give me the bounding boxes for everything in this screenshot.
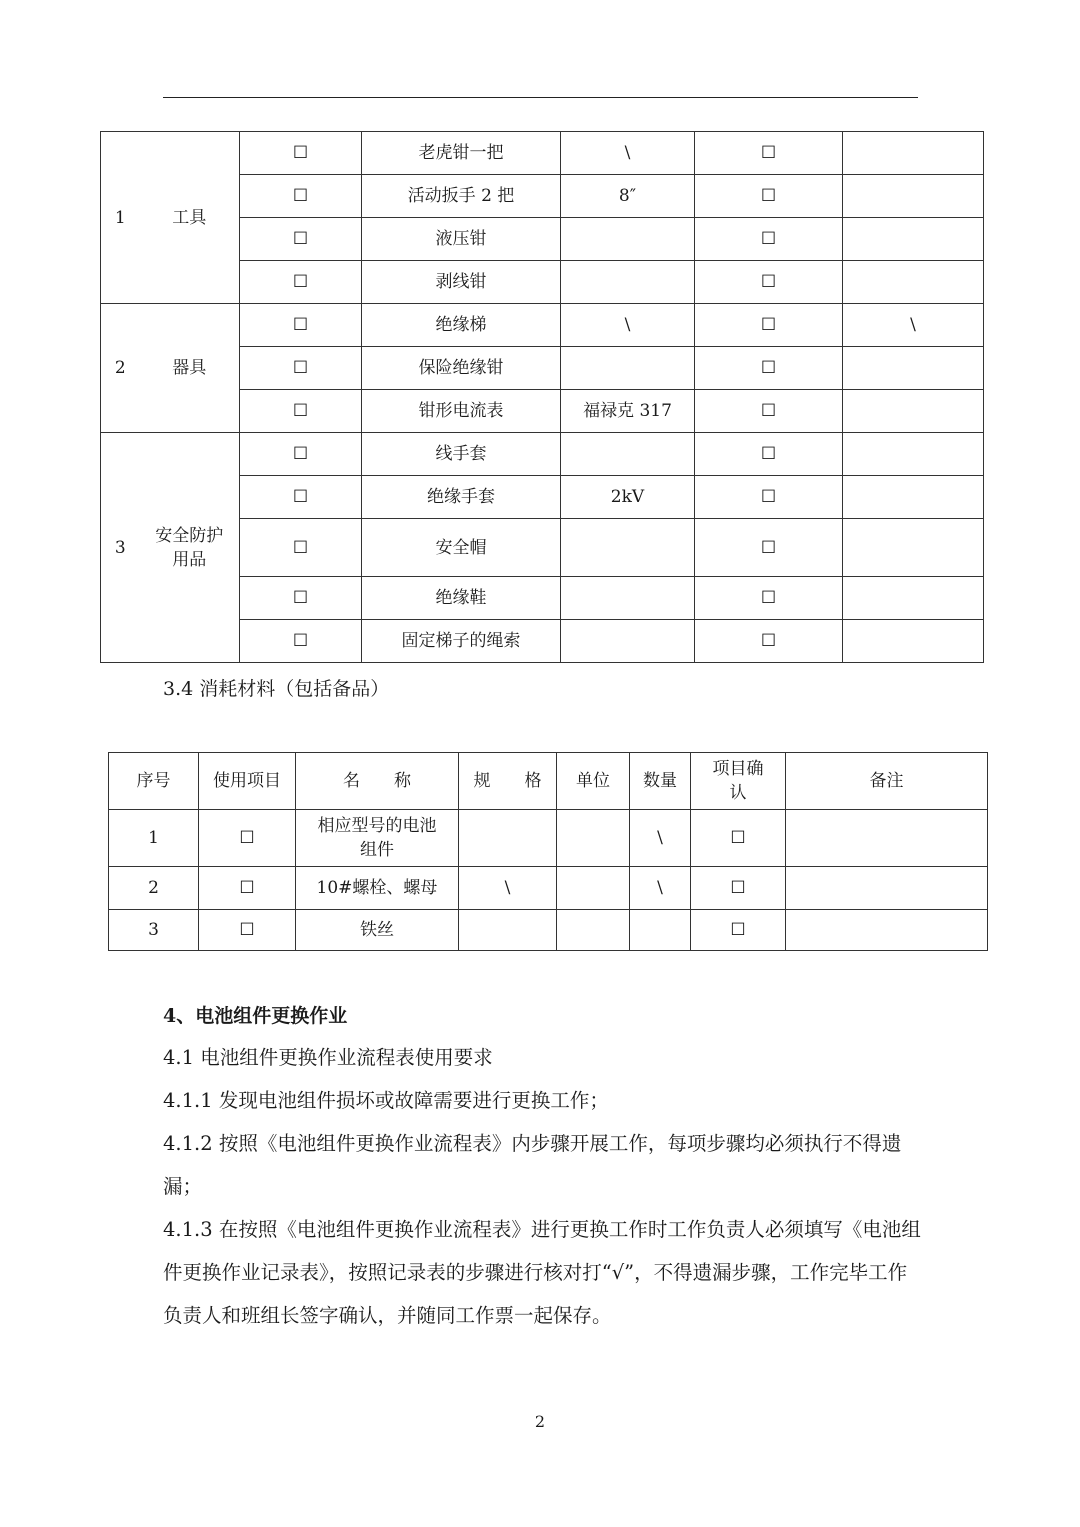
tools-table bbox=[100, 131, 984, 663]
group-name: 器具 bbox=[140, 304, 240, 433]
item-note: \ bbox=[843, 304, 984, 347]
confirm-checkbox[interactable]: ☐ bbox=[695, 175, 843, 218]
use-checkbox[interactable]: ☐ bbox=[240, 577, 362, 620]
item-spec: 8″ bbox=[561, 175, 695, 218]
group-no: 2 bbox=[101, 304, 140, 433]
row-no: 1 bbox=[109, 810, 199, 867]
material-unit bbox=[557, 867, 630, 910]
use-checkbox[interactable]: ☐ bbox=[240, 347, 362, 390]
confirm-checkbox[interactable]: ☐ bbox=[695, 347, 843, 390]
confirm-checkbox[interactable]: ☐ bbox=[695, 304, 843, 347]
use-checkbox[interactable]: ☐ bbox=[240, 304, 362, 347]
header-use: 使用项目 bbox=[199, 753, 296, 810]
use-checkbox[interactable]: ☐ bbox=[240, 218, 362, 261]
row-no: 3 bbox=[109, 910, 199, 951]
use-checkbox[interactable]: ☐ bbox=[240, 261, 362, 304]
section-4-heading: 4、电池组件更换作业 bbox=[163, 1005, 348, 1027]
use-checkbox[interactable]: ☐ bbox=[240, 433, 362, 476]
item-note bbox=[843, 347, 984, 390]
use-checkbox[interactable]: ☐ bbox=[199, 867, 296, 910]
confirm-checkbox[interactable]: ☐ bbox=[695, 218, 843, 261]
item-name: 活动扳手 2 把 bbox=[362, 175, 561, 218]
item-spec bbox=[561, 433, 695, 476]
material-unit bbox=[557, 810, 630, 867]
confirm-checkbox[interactable]: ☐ bbox=[695, 132, 843, 175]
header-qty: 数量 bbox=[630, 753, 691, 810]
table-header-row bbox=[109, 753, 988, 810]
item-spec: \ bbox=[561, 304, 695, 347]
use-checkbox[interactable]: ☐ bbox=[240, 175, 362, 218]
material-spec bbox=[459, 910, 557, 951]
header-unit: 单位 bbox=[557, 753, 630, 810]
table-row bbox=[109, 810, 988, 867]
item-note bbox=[843, 433, 984, 476]
item-name: 老虎钳一把 bbox=[362, 132, 561, 175]
use-checkbox[interactable]: ☐ bbox=[240, 620, 362, 663]
item-name: 绝缘梯 bbox=[362, 304, 561, 347]
item-note bbox=[843, 390, 984, 433]
use-checkbox[interactable]: ☐ bbox=[240, 132, 362, 175]
item-spec bbox=[561, 519, 695, 577]
confirm-checkbox[interactable]: ☐ bbox=[695, 433, 843, 476]
item-spec: 2kV bbox=[561, 476, 695, 519]
item-note bbox=[843, 132, 984, 175]
use-checkbox[interactable]: ☐ bbox=[199, 910, 296, 951]
confirm-checkbox[interactable]: ☐ bbox=[691, 867, 786, 910]
header-rule bbox=[163, 97, 918, 98]
item-note bbox=[843, 261, 984, 304]
item-spec bbox=[561, 261, 695, 304]
item-name: 钳形电流表 bbox=[362, 390, 561, 433]
confirm-checkbox[interactable]: ☐ bbox=[691, 810, 786, 867]
item-note bbox=[843, 218, 984, 261]
section-3-4-title: 3.4 消耗材料（包括备品） bbox=[163, 678, 390, 700]
use-checkbox[interactable]: ☐ bbox=[199, 810, 296, 867]
table-row bbox=[101, 132, 984, 175]
confirm-checkbox[interactable]: ☐ bbox=[695, 519, 843, 577]
group-name: 工具 bbox=[140, 132, 240, 304]
material-spec bbox=[459, 810, 557, 867]
table-row bbox=[109, 910, 988, 951]
group-no: 1 bbox=[101, 132, 140, 304]
header-name: 名 称 bbox=[296, 753, 459, 810]
table-row bbox=[101, 304, 984, 347]
material-name-line2: 组件 bbox=[360, 840, 394, 860]
material-spec: \ bbox=[459, 867, 557, 910]
table-row bbox=[101, 433, 984, 476]
confirm-checkbox[interactable]: ☐ bbox=[695, 476, 843, 519]
header-spec: 规 格 bbox=[459, 753, 557, 810]
item-note bbox=[843, 620, 984, 663]
material-qty bbox=[630, 910, 691, 951]
item-note bbox=[843, 577, 984, 620]
confirm-checkbox[interactable]: ☐ bbox=[695, 261, 843, 304]
group-name bbox=[140, 433, 240, 663]
item-spec: \ bbox=[561, 132, 695, 175]
paragraph-4-1-3: 4.1.3 在按照《电池组件更换作业流程表》进行更换工作时工作负责人必须填写《电池组件更换作业记录表》，按照记录表的步骤进行核对打“√”，不得遗漏步骤，工作完毕工作负责人和班组长签字确认，并随同工作票一起保存。 bbox=[163, 1218, 921, 1327]
use-checkbox[interactable]: ☐ bbox=[240, 476, 362, 519]
material-qty: \ bbox=[630, 867, 691, 910]
item-name: 保险绝缘钳 bbox=[362, 347, 561, 390]
material-qty: \ bbox=[630, 810, 691, 867]
confirm-checkbox[interactable]: ☐ bbox=[691, 910, 786, 951]
item-spec: 福禄克 317 bbox=[561, 390, 695, 433]
header-note: 备注 bbox=[786, 753, 988, 810]
item-name: 安全帽 bbox=[362, 519, 561, 577]
paragraph-4-1: 4.1 电池组件更换作业流程表使用要求 bbox=[163, 1046, 493, 1069]
item-note bbox=[843, 519, 984, 577]
header-confirm-line1: 项目确 bbox=[712, 759, 764, 779]
item-name: 绝缘鞋 bbox=[362, 577, 561, 620]
header-no: 序号 bbox=[109, 753, 199, 810]
page-number: 2 bbox=[534, 1412, 546, 1431]
group-no: 3 bbox=[101, 433, 140, 663]
row-no: 2 bbox=[109, 867, 199, 910]
material-name bbox=[296, 810, 459, 867]
item-spec bbox=[561, 347, 695, 390]
item-name: 液压钳 bbox=[362, 218, 561, 261]
confirm-checkbox[interactable]: ☐ bbox=[695, 390, 843, 433]
materials-table bbox=[108, 752, 988, 951]
material-name-line1: 相应型号的电池 bbox=[317, 816, 437, 836]
item-note bbox=[843, 175, 984, 218]
confirm-checkbox[interactable]: ☐ bbox=[695, 577, 843, 620]
item-spec bbox=[561, 577, 695, 620]
item-spec bbox=[561, 620, 695, 663]
material-note bbox=[786, 810, 988, 867]
use-checkbox[interactable]: ☐ bbox=[240, 390, 362, 433]
material-unit bbox=[557, 910, 630, 951]
material-note bbox=[786, 910, 988, 951]
use-checkbox[interactable]: ☐ bbox=[240, 519, 362, 577]
material-name: 铁丝 bbox=[296, 910, 459, 951]
header-confirm-line2: 认 bbox=[729, 783, 747, 803]
group-name-line1: 安全防护 bbox=[155, 525, 224, 546]
material-note bbox=[786, 867, 988, 910]
item-note bbox=[843, 476, 984, 519]
item-name: 剥线钳 bbox=[362, 261, 561, 304]
item-name: 固定梯子的绳索 bbox=[362, 620, 561, 663]
table-row bbox=[109, 867, 988, 910]
item-name: 绝缘手套 bbox=[362, 476, 561, 519]
paragraph-4-1-2: 4.1.2 按照《电池组件更换作业流程表》内步骤开展工作，每项步骤均必须执行不得遗漏； bbox=[163, 1132, 902, 1198]
paragraph-4-1-1: 4.1.1 发现电池组件损坏或故障需要进行更换工作； bbox=[163, 1089, 609, 1112]
header-confirm bbox=[691, 753, 786, 810]
confirm-checkbox[interactable]: ☐ bbox=[695, 620, 843, 663]
group-name-line2: 用品 bbox=[172, 549, 207, 570]
item-name: 线手套 bbox=[362, 433, 561, 476]
material-name: 10#螺栓、螺母 bbox=[296, 867, 459, 910]
item-spec bbox=[561, 218, 695, 261]
